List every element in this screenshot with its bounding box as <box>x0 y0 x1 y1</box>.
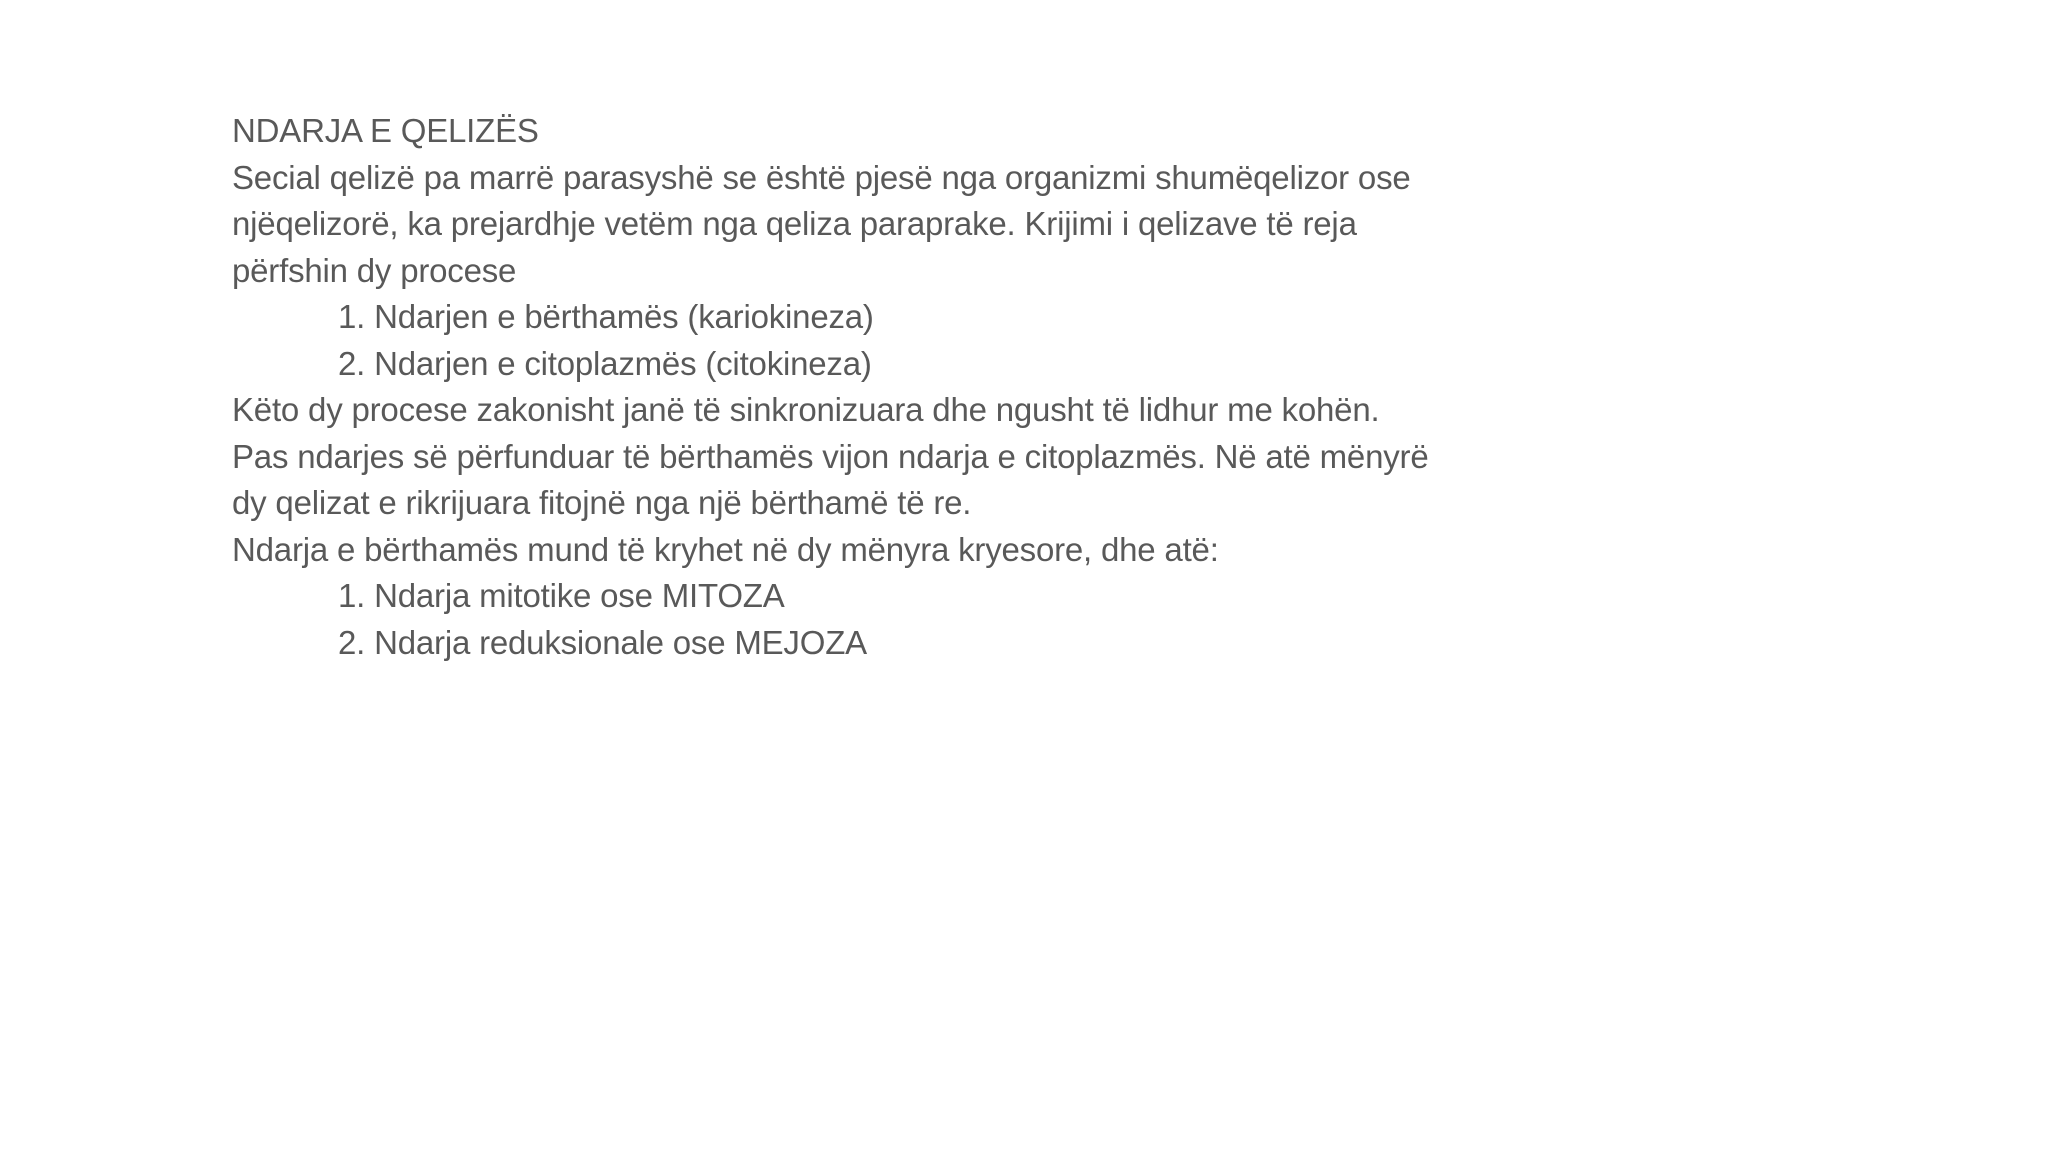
process-list-item: 2. Ndarjen e citoplazmës (citokineza) <box>338 344 872 382</box>
intro-line: përfshin dy procese <box>232 251 517 289</box>
body-line: dy qelizat e rikrijuara fitojnë nga një bërthamë të re. <box>232 484 972 521</box>
process-list-item: 1. Ndarjen e bërthamës (kariokineza) <box>338 298 874 335</box>
intro-line: njëqelizorë, ka prejardhje vetëm nga qeliza paraprake. Krijimi i qelizave të reja <box>232 205 1357 242</box>
intro-line: Secial qelizë pa marrë parasyshë se është pjesë nga organizmi shumëqelizor ose <box>232 158 1411 196</box>
slide-text-block <box>232 108 1832 666</box>
body-line: Pas ndarjes së përfunduar të bërthamës vijon ndarja e citoplazmës. Në atë mënyrë <box>232 437 1429 475</box>
body-line: Këto dy procese zakonisht janë të sinkronizuara dhe ngusht të lidhur me kohën. <box>232 391 1380 428</box>
division-type-item: 2. Ndarja reduksionale ose MEJOZA <box>338 623 867 661</box>
division-type-item: 1. Ndarja mitotike ose MITOZA <box>338 577 785 614</box>
slide-title: NDARJA E QELIZËS <box>232 112 539 149</box>
body-line: Ndarja e bërthamës mund të kryhet në dy mënyra kryesore, dhe atë: <box>232 530 1219 568</box>
